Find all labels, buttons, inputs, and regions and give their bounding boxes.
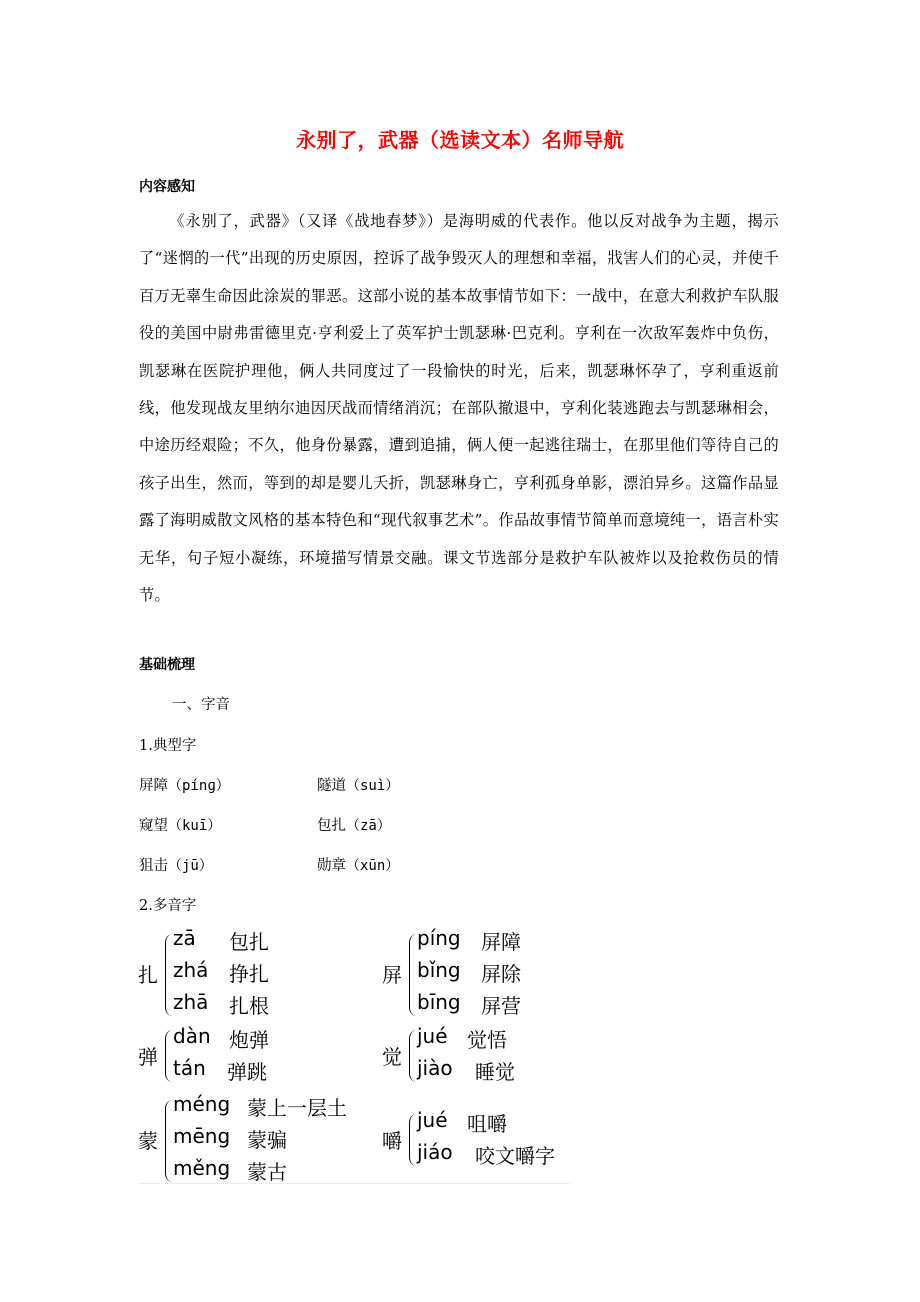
dotted-divider	[140, 1183, 570, 1184]
brace-icon	[409, 934, 416, 1016]
reading-row: jué 觉悟	[417, 1024, 507, 1052]
vocab-pinyin: （suì）	[346, 778, 400, 794]
subheading-pronunciation: 一、字音	[172, 697, 230, 713]
brace-icon	[409, 1030, 416, 1082]
vocab-word: 屏障	[139, 778, 168, 794]
reading-row: bǐng 屏除	[417, 958, 521, 986]
vocab-item	[139, 774, 230, 795]
polyphone-char: 扎	[138, 963, 158, 987]
polyphone-label: 2.多音字	[139, 898, 197, 914]
reading-row: zhā 扎根	[173, 990, 269, 1018]
vocab-pinyin: （kuī）	[168, 818, 222, 834]
brace-icon	[409, 1114, 416, 1166]
reading-row: píng 屏障	[417, 926, 521, 954]
reading-row: mēng 蒙骗	[173, 1124, 287, 1152]
polyphone-char: 嚼	[382, 1129, 402, 1153]
reading-row: jiáo 咬文嚼字	[417, 1140, 555, 1168]
vocab-item	[139, 814, 221, 835]
vocab-pinyin: （pínɡ）	[168, 778, 230, 794]
section-heading-basics: 基础梳理	[139, 657, 195, 673]
document-title: 永别了，武器（选读文本）名师导航	[296, 128, 624, 152]
typical-chars-label: 1.典型字	[139, 738, 197, 754]
polyphone-char: 蒙	[138, 1129, 158, 1153]
brace-icon	[165, 1100, 172, 1182]
vocab-pinyin: （xūn）	[346, 858, 400, 874]
polyphone-char: 觉	[382, 1045, 402, 1069]
reading-row: tán 弹跳	[173, 1056, 267, 1084]
section-heading-content: 内容感知	[139, 179, 195, 195]
reading-row: méng 蒙上一层土	[173, 1092, 347, 1120]
content-paragraph	[139, 203, 779, 614]
reading-row: měng 蒙古	[173, 1156, 287, 1184]
reading-row: jiào 睡觉	[417, 1056, 515, 1084]
polyphone-char: 弹	[138, 1045, 158, 1069]
vocab-word: 狙击	[139, 858, 168, 874]
vocab-item	[317, 854, 399, 875]
vocab-pinyin: （jū）	[168, 858, 213, 874]
reading-row: jué 咀嚼	[417, 1108, 507, 1136]
vocab-word: 隧道	[317, 778, 346, 794]
vocab-item	[317, 774, 399, 795]
vocab-pinyin: （zā）	[346, 818, 391, 834]
vocab-item	[317, 814, 391, 835]
paragraph-text: 《永别了，武器》（又译《战地春梦》）是海明威的代表作。他以反对战争为主题，揭示了“迷惘的一代”出现的历史原因，控诉了战争毁灭人的理想和幸福，戕害人们的心灵，并使千百万无辜生命因此涂炭的罪恶。这部小说的基本故事情节如下：一战中，在意大利救护车队服役的美国中尉弗雷德里克·亨利爱上了英军护士凯瑟琳·巴克利。亨利在一次敌军轰炸中负伤，凯瑟琳在医院护理他，俩人共同度过了一段愉快的时光，后来，凯瑟琳怀孕了，亨利重返前线，他发现战友里纳尔迪因厌战而情绪消沉；在部队撤退中，亨利化装逃跑去与凯瑟琳相会，中途历经艰险；不久，他身份暴露，遭到追捕，俩人便一起逃往瑞士，在那里他们等待自己的孩子出生，然而，等到的却是婴儿夭折，凯瑟琳身亡，亨利孤身单影，漂泊异乡。这篇作品显露了海明威散文风格的基本特色和“现代叙事艺术”。作品故事情节简单而意境纯一，语言朴实无华，句子短小凝练，环境描写情景交融。课文节选部分是救护车队被炸以及抢救伤员的情节。	[139, 212, 779, 605]
reading-row: bīng 屏营	[417, 990, 521, 1018]
polyphone-char: 屏	[382, 963, 402, 987]
vocab-word: 包扎	[317, 818, 346, 834]
reading-row: dàn 炮弹	[173, 1024, 269, 1052]
vocab-word: 勋章	[317, 858, 346, 874]
brace-icon	[165, 934, 172, 1016]
vocab-item	[139, 854, 213, 875]
brace-icon	[165, 1030, 172, 1082]
reading-row: zā 包扎	[173, 926, 269, 954]
vocab-word: 窥望	[139, 818, 168, 834]
reading-row: zhá 挣扎	[173, 958, 269, 986]
